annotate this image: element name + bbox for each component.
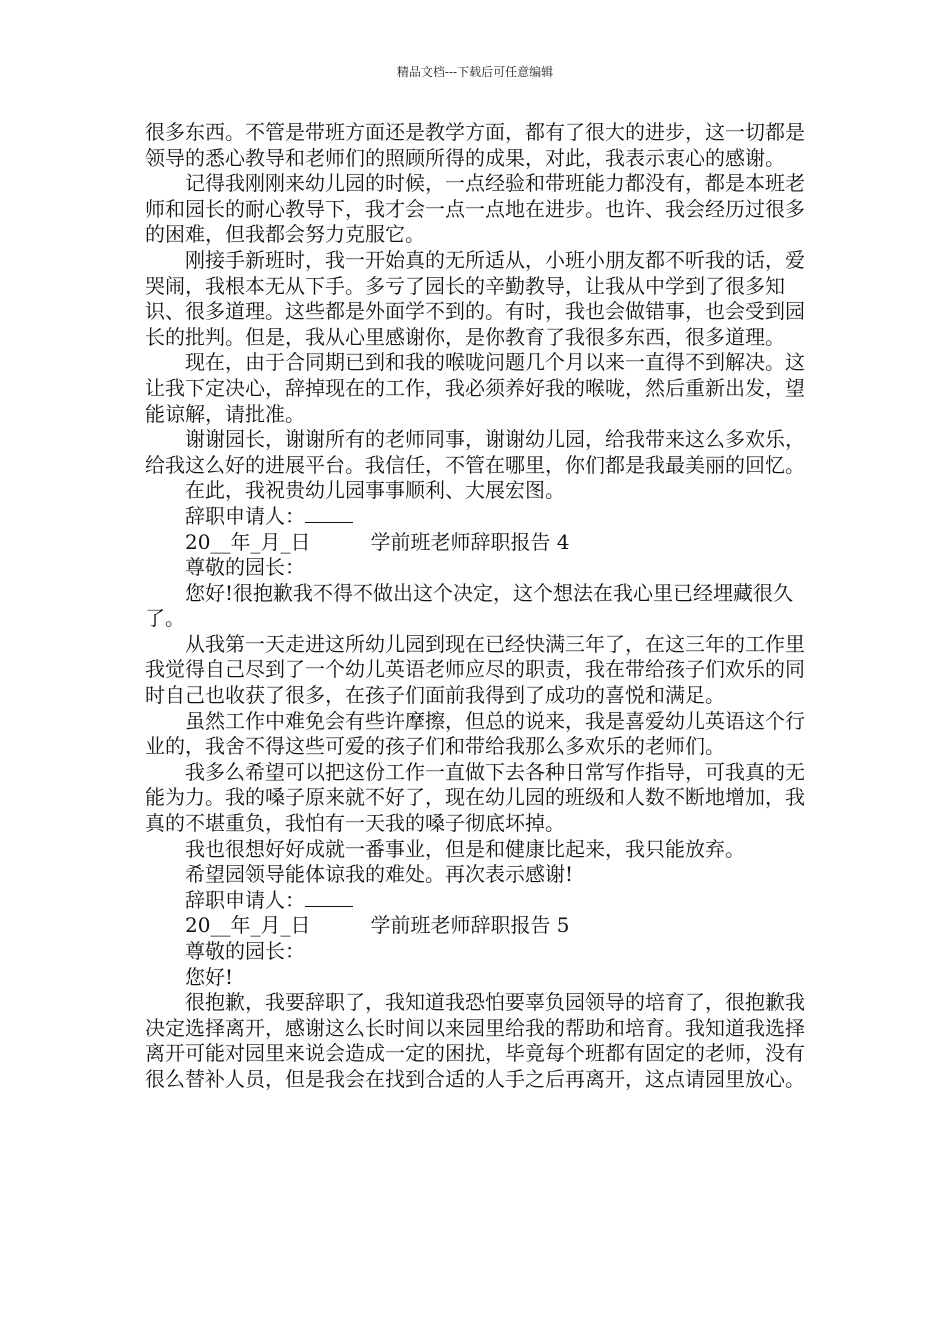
paragraph: 谢谢园长，谢谢所有的老师同事，谢谢幼儿园，给我带来这么多欢乐，给我这么好的进展平台。我信任，不管在哪里，你们都是我最美丽的回忆。	[145, 427, 805, 477]
paragraph: 我也很想好好成就一番事业，但是和健康比起来，我只能放弃。	[185, 836, 745, 861]
document-body	[145, 120, 817, 1093]
section-title: 学前班老师辞职报告 4	[370, 529, 570, 554]
paragraph: 希望园领导能体谅我的难处。再次表示感谢!	[185, 862, 574, 887]
paragraph: 在此，我祝贵幼儿园事事顺利、大展宏图。	[185, 478, 565, 503]
paragraph: 现在，由于合同期已到和我的喉咙问题几个月以来一直得不到解决。这让我下定决心，辞掉现在的工作，我必须养好我的喉咙，然后重新出发，望能谅解，请批准。	[145, 350, 805, 426]
signature-line	[145, 888, 817, 914]
paragraph: 虽然工作中难免会有些许摩擦，但总的说来，我是喜爱幼儿英语这个行业的，我舍不得这些可爱的孩子们和带给我那么多欢乐的老师们。	[145, 708, 805, 759]
salutation: 尊敬的园长：	[185, 555, 305, 580]
date-title-line	[145, 530, 817, 556]
salutation: 尊敬的园长：	[185, 939, 305, 963]
signature-blank	[305, 888, 353, 907]
date-text: 20__年_月_日	[185, 913, 311, 938]
date-text: 20__年_月_日	[185, 529, 311, 554]
paragraph: 很抱歉，我要辞职了，我知道我恐怕要辜负园领导的培育了，很抱歉我决定选择离开，感谢这么长时间以来园里给我的帮助和培育。我知道我选择离开可能对园里来说会造成一定的困扰，毕竟每个班都有固定的老师，没有很么替补人员，但是我会在找到合适的人手之后再离开，这点请园里放心。	[145, 990, 805, 1091]
signature-label: 辞职申请人：	[185, 503, 305, 528]
signature-label: 辞职申请人：	[185, 887, 305, 912]
signature-blank	[305, 504, 353, 523]
paragraph: 您好!很抱歉我不得不做出这个决定，这个想法在我心里已经埋藏很久了。	[145, 580, 794, 631]
page-header: 精品文档---下载后可任意编辑	[396, 65, 554, 79]
date-title-line	[145, 913, 817, 939]
signature-line	[145, 504, 817, 530]
paragraph: 刚接手新班时，我一开始真的无所适从，小班小朋友都不听我的话，爱哭闹，我根本无从下手。多亏了园长的辛勤教导，让我从中学到了很多知识、很多道理。这些都是外面学不到的。有时，我也会做错事，也会受到园长的批判。但是，我从心里感谢你，是你教育了我很多东西，很多道理。	[145, 247, 805, 349]
section-title: 学前班老师辞职报告 5	[370, 913, 570, 938]
paragraph: 我多么希望可以把这份工作一直做下去各种日常写作指导，可我真的无能为力。我的嗓子原来就不好了，现在幼儿园的班级和人数不断地增加，我真的不堪重负，我怕有一天我的嗓子彻底坏掉。	[145, 759, 805, 836]
greeting: 您好!	[185, 964, 234, 989]
paragraph: 很多东西。不管是带班方面还是教学方面，都有了很大的进步，这一切都是领导的悉心教导和老师们的照顾所得的成果，对此，我表示衷心的感谢。	[145, 120, 805, 170]
paragraph: 从我第一天走进这所幼儿园到现在已经快满三年了，在这三年的工作里我觉得自己尽到了一个幼儿英语老师应尽的职责，我在带给孩子们欢乐的同时自己也收获了很多，在孩子们面前我得到了成功的喜悦和满足。	[145, 631, 805, 708]
paragraph: 记得我刚刚来幼儿园的时候，一点经验和带班能力都没有，都是本班老师和园长的耐心教导下，我才会一点一点地在进步。也许、我会经历过很多的困难，但我都会努力克服它。	[145, 171, 805, 247]
